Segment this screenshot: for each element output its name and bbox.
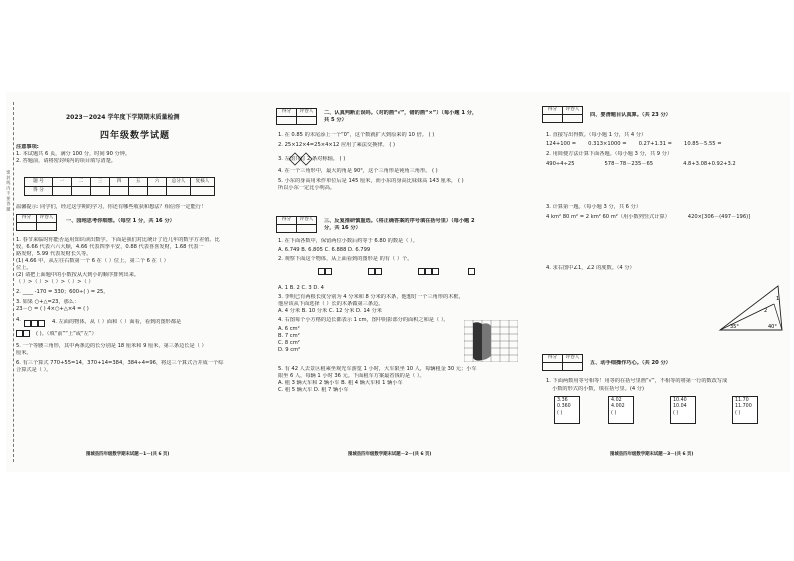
question-4	[16, 317, 262, 341]
q1-line: 1. 春节来临时你能否运用知识读出数学。下面是我们对比统计了近几年的数字方差值。比	[16, 237, 220, 244]
question-3: 3. 如果 ○+△=23，那么：	[16, 299, 80, 306]
mc-question-cont: 限坐 6 人，每辆 1 小时 36 元。下面租车方案最省钱的是（ ）。	[278, 373, 425, 380]
page-2-footer: 围城县四年级数学期末试题－2－(共 6 页)	[348, 452, 432, 457]
scorer-score-label: 得分	[277, 217, 297, 225]
scorer-grader-blank[interactable]	[297, 117, 317, 125]
score-cell: 五	[129, 178, 148, 187]
mc-question: 5. 有 42 人去景区租乘坐观光车游览 1 小时，大车限坐 10 人，每辆租金 30 元；小车	[278, 366, 477, 373]
card-answer-blank[interactable]: ( )	[611, 410, 617, 416]
scorer-score-blank[interactable]	[17, 223, 37, 231]
tf-question-cont: 所以小东一定比小明高。	[278, 185, 336, 192]
section-2-title-cont: 共 5 分）	[324, 117, 347, 123]
scorer-score-label: 得分	[543, 107, 563, 115]
tf-question: 4. 在一个三角形中，最大的角是 90°，这个三角形是钝角三角形。 ( )	[278, 168, 438, 174]
mc-options: A. 租 3 辆大车和 2 辆小车 B. 租 4 辆大车和 1 辆小车	[278, 380, 403, 387]
notice-block	[16, 144, 262, 165]
section-3-title-cont: 分，共 16 分）	[324, 225, 361, 231]
section-5-q1: 1. 下面两数用等号相等！用等的在括号里画“√”，不相等的将第一行的数改写成	[546, 378, 728, 384]
notice-heading: 注意事项:	[16, 144, 39, 150]
card-top-value: 4.02	[611, 398, 622, 403]
card-bottom-value: 11.700	[735, 404, 752, 410]
score-table-score-row	[25, 187, 215, 196]
score-blank[interactable]	[129, 187, 148, 196]
score-blank[interactable]	[72, 187, 91, 196]
q1-line: 路发财，5.99 代表发财长久等。	[16, 251, 92, 258]
scorer-box-4	[542, 106, 583, 123]
score-cell: 三	[91, 178, 110, 187]
card-answer-blank[interactable]: ( )	[673, 410, 679, 416]
score-cell: 四	[110, 178, 129, 187]
grid-area-figure	[464, 320, 518, 362]
mc-question-cont: 他应该从下面选择（ ）长的木条做第三条边。	[278, 301, 384, 308]
section-2-title: 二、认真判断正误吗。（对的画“√”，错的画“×”）（每小题 1 分，	[324, 110, 478, 116]
scorer-grader-label: 评卷人	[297, 217, 317, 225]
angle-label: 1	[776, 296, 780, 302]
page-1	[6, 92, 266, 472]
scorer-score-label: 得分	[17, 215, 37, 223]
mc-option: D. 9 cm²	[278, 347, 301, 354]
q1-line: （ ）>（ ）>（ ）>（ ）>（ ）	[16, 279, 94, 286]
question-5: 5. 一个等腰三角形，其中两条边的长分别是 18 厘米和 9 厘米，第三条边长是（ ）	[16, 343, 207, 350]
question-6: 6. 有三个算式 770+55=14，370+14=384，384÷4=96，将这三个算式合并成一个综	[16, 360, 224, 367]
question-3-expr: 23－○ = ( ) 4×○+△×4 = ( )	[16, 306, 89, 313]
card-answer-blank[interactable]: ( )	[557, 410, 563, 416]
number-card	[670, 396, 696, 424]
scorer-grader-label: 评卷人	[37, 215, 57, 223]
question-6-cont: 合算式是（ ）。	[16, 367, 52, 374]
tf-question: 1. 在 0.85 的末尾添上一个“0”，这个数就扩大到原来的 10 倍。 ( )	[278, 132, 435, 138]
exam-year-title: 2023－2024 学年度下学期期末质量检测	[66, 114, 180, 121]
scorer-grader-blank[interactable]	[37, 223, 57, 231]
q4-text: 4. 左面的物体，从（ ）面和（ ）面看，看到的图形都是	[52, 319, 182, 326]
number-card	[608, 396, 634, 424]
calc-q3-row	[546, 214, 786, 221]
score-cell: 总分人	[167, 178, 191, 187]
score-blank[interactable]	[110, 187, 129, 196]
encourage-text: 温馨提示: 同学们，经过这学期的学习，你还有哪些收获和想法？相信你一定能行！	[16, 204, 207, 210]
mc-option: A. 6 cm²	[278, 326, 300, 333]
angle-label: 35°	[730, 324, 739, 330]
calc-item: 578－78－235－65	[604, 161, 654, 168]
notice-2: 2. 答题前，请将密封线内的项目填写清楚。	[16, 158, 116, 165]
score-cell: 六	[148, 178, 167, 187]
score-blank[interactable]	[191, 187, 215, 196]
tf-question: 2. 25×12×4=25×4×12 应用了乘法交换律。 ( )	[278, 142, 396, 148]
mc-question: 1. 在下面各数中，保留两位小数后约等于 6.80 的数是（ ）。	[278, 238, 418, 244]
calc-item: 4 km² 80 m² = 2 km² 60 m²（用小数列竖式计算）	[546, 214, 670, 221]
card-top-value: 10.40	[673, 398, 687, 403]
q1-line: (1) 4.66 中，从左往右数第一个 6 在（ ）位上，第二个 6 在（ ）	[16, 258, 169, 265]
score-blank[interactable]	[167, 187, 191, 196]
mc-options: A. 1 B. 2 C. 3 D. 4	[278, 285, 324, 291]
q1-line: (2) 请把上面题中的小数按从大到小的顺序排列出来。	[16, 272, 140, 279]
exam-sheet	[6, 92, 790, 472]
section-5-q1-cont: 小数的形式的小数，填在括号里。(4 分)	[552, 386, 644, 392]
section-4-title: 四、要清题目认真算。（共 23 分）	[590, 112, 671, 118]
angle-label: 40°	[768, 324, 777, 330]
question-5-cont: 厘米。	[16, 350, 32, 357]
page-1-footer: 围城县四年级数学期末试题－1－(共 6 页)	[86, 452, 170, 457]
scorer-box-3	[276, 216, 317, 233]
scorer-score-blank[interactable]	[543, 115, 563, 123]
scorer-grader-blank[interactable]	[297, 225, 317, 233]
section-3-questions	[278, 238, 528, 394]
score-blank[interactable]	[91, 187, 110, 196]
score-blank[interactable]	[53, 187, 72, 196]
card-bottom-value: 10.04	[673, 404, 687, 410]
q1-line: 位上。	[16, 265, 32, 272]
page-2	[270, 92, 532, 472]
card-top-value: 3.36	[557, 398, 568, 403]
scorer-box-1	[16, 214, 57, 231]
scorer-grader-blank[interactable]	[563, 115, 583, 123]
mc-options: A. 4 分米 B. 10 分米 C. 12 分米 D. 14 分米	[278, 308, 382, 315]
mc-area-question	[278, 326, 528, 364]
calc-item: 420×[306－(497－196)]	[687, 214, 751, 221]
card-bottom-value: 0.360	[557, 404, 571, 410]
section-1-title: 一、园地思考你细想。（每空 1 分，共 16 分）	[66, 218, 175, 224]
score-cell: 二	[72, 178, 91, 187]
calc-item: 0.313×1000 =	[588, 141, 627, 148]
question-1	[16, 237, 262, 286]
mc-question: 4. 右图每个小方格的边长都表示 1 cm，图中阴影部分的面积之和是（ ）。	[278, 317, 449, 324]
scorer-score-blank[interactable]	[277, 117, 297, 125]
number-card	[554, 396, 580, 424]
calc-q2-title: 2. 用简便方法计算下面各题。（每小题 3 分，共 9 分）	[546, 151, 673, 158]
stacked-cubes-figure	[24, 320, 45, 328]
triangle-angle-figure	[716, 280, 786, 334]
calc-item: 4.8+3.08+0.92+3.2	[683, 161, 736, 168]
score-table-header-row	[25, 178, 215, 187]
card-top-value: 11.70	[735, 398, 749, 403]
exam-main-title: 四年级数学试题	[100, 131, 171, 141]
mc-options: C. 租 5 辆大车 D. 租 7 辆小车	[278, 387, 349, 394]
q4-answer-figure	[16, 330, 30, 338]
tf-question: 5. 小东的身高用米作单位后是 145 厘米，而小东的身高比妹妹高 143 厘米， ( )	[278, 178, 464, 184]
section-3-title: 三、反复推研慎重选。（将正确答案的序号填在括号里）（每小题 2	[324, 218, 475, 224]
number-card	[732, 396, 758, 424]
section-4-questions	[546, 132, 786, 272]
scorer-grader-label: 评卷人	[563, 355, 583, 363]
notice-1: 1. 本试题共 6 页，满分 100 分，时间 90 分钟。	[16, 151, 131, 158]
calc-item: 10.85－5.55 =	[684, 141, 722, 148]
page-3-footer: 围城县四年级数学期末试题－3－(共 6 页)	[610, 452, 694, 457]
question-2: 2. ____ -170 = 330；600÷( ) = 25。	[16, 289, 109, 296]
mc-question: 3. 李明已有两根长度分别为 4 分米和 8 分米的木条，他想钉一个三角形的木框，	[278, 294, 464, 300]
mc-option: B. 7 cm²	[278, 333, 300, 340]
page-3	[536, 92, 790, 472]
q1-line: 较，6.66 代表六六大顺，4.66 代表四季平安，0.88 代表喜喜发财，1.68 代表一	[16, 244, 204, 251]
calc-q3-title: 3. 计算第一题。（每小题 3 分，共 6 分）	[546, 204, 642, 211]
score-cell: 题 号	[25, 178, 53, 187]
scorer-box-2	[276, 108, 317, 125]
calc-q1-row	[546, 141, 786, 148]
seal-line	[13, 102, 14, 462]
scorer-score-label: 得分	[277, 109, 297, 117]
binding-note: 密 封 线 内 不 要 答 题	[6, 170, 12, 211]
angle-label: 2	[764, 308, 768, 314]
mc-options: A. 6.749 B. 6.805 C. 6.888 D. 6.799	[278, 247, 371, 253]
scorer-grader-blank[interactable]	[563, 363, 583, 371]
tf-question: 3. 左图共有 2 条对称轴。 ( )	[278, 156, 346, 162]
scorer-score-blank[interactable]	[277, 225, 297, 233]
scorer-box-5	[542, 354, 583, 371]
scorer-grader-label: 评卷人	[563, 107, 583, 115]
mc-cube-figures	[278, 265, 528, 285]
page1-body	[16, 204, 262, 374]
mc-option: C. 8 cm²	[278, 340, 300, 347]
calc-item: 490÷4÷25	[546, 161, 575, 168]
tf-question-3	[278, 152, 528, 168]
q4-number: 4.	[16, 317, 21, 324]
score-table	[24, 177, 215, 196]
scorer-score-blank[interactable]	[543, 363, 563, 371]
calc-q1-title: 1. 直接写出得数。（每小题 1 分，共 4 分）	[546, 132, 647, 138]
score-row-label: 得 分	[25, 187, 53, 196]
score-blank[interactable]	[148, 187, 167, 196]
mc-question: 2. 观察下面这个物体，从上面看到的图形是 的有（ ）个。	[278, 256, 413, 262]
score-cell: 一	[53, 178, 72, 187]
section-5-title: 五、动手细操作巧心。（共 20 分）	[590, 360, 671, 366]
score-cell: 复核人	[191, 178, 215, 187]
scorer-grader-label: 评卷人	[297, 109, 317, 117]
calc-item: 124+100 =	[546, 141, 577, 148]
section-2-questions	[278, 132, 528, 195]
scorer-score-label: 得分	[543, 355, 563, 363]
calc-item: 0.27+1.31 =	[638, 141, 673, 148]
calc-q2-row	[546, 161, 786, 168]
angle-question-title: 4. 求右图中∠1，∠2 的度数。（4 分）	[546, 265, 635, 272]
card-answer-blank[interactable]: ( )	[735, 410, 741, 416]
q4-text-2: ( )。（填“前”“上”或“左”）	[36, 331, 97, 338]
card-bottom-value: 4.002	[611, 404, 625, 410]
